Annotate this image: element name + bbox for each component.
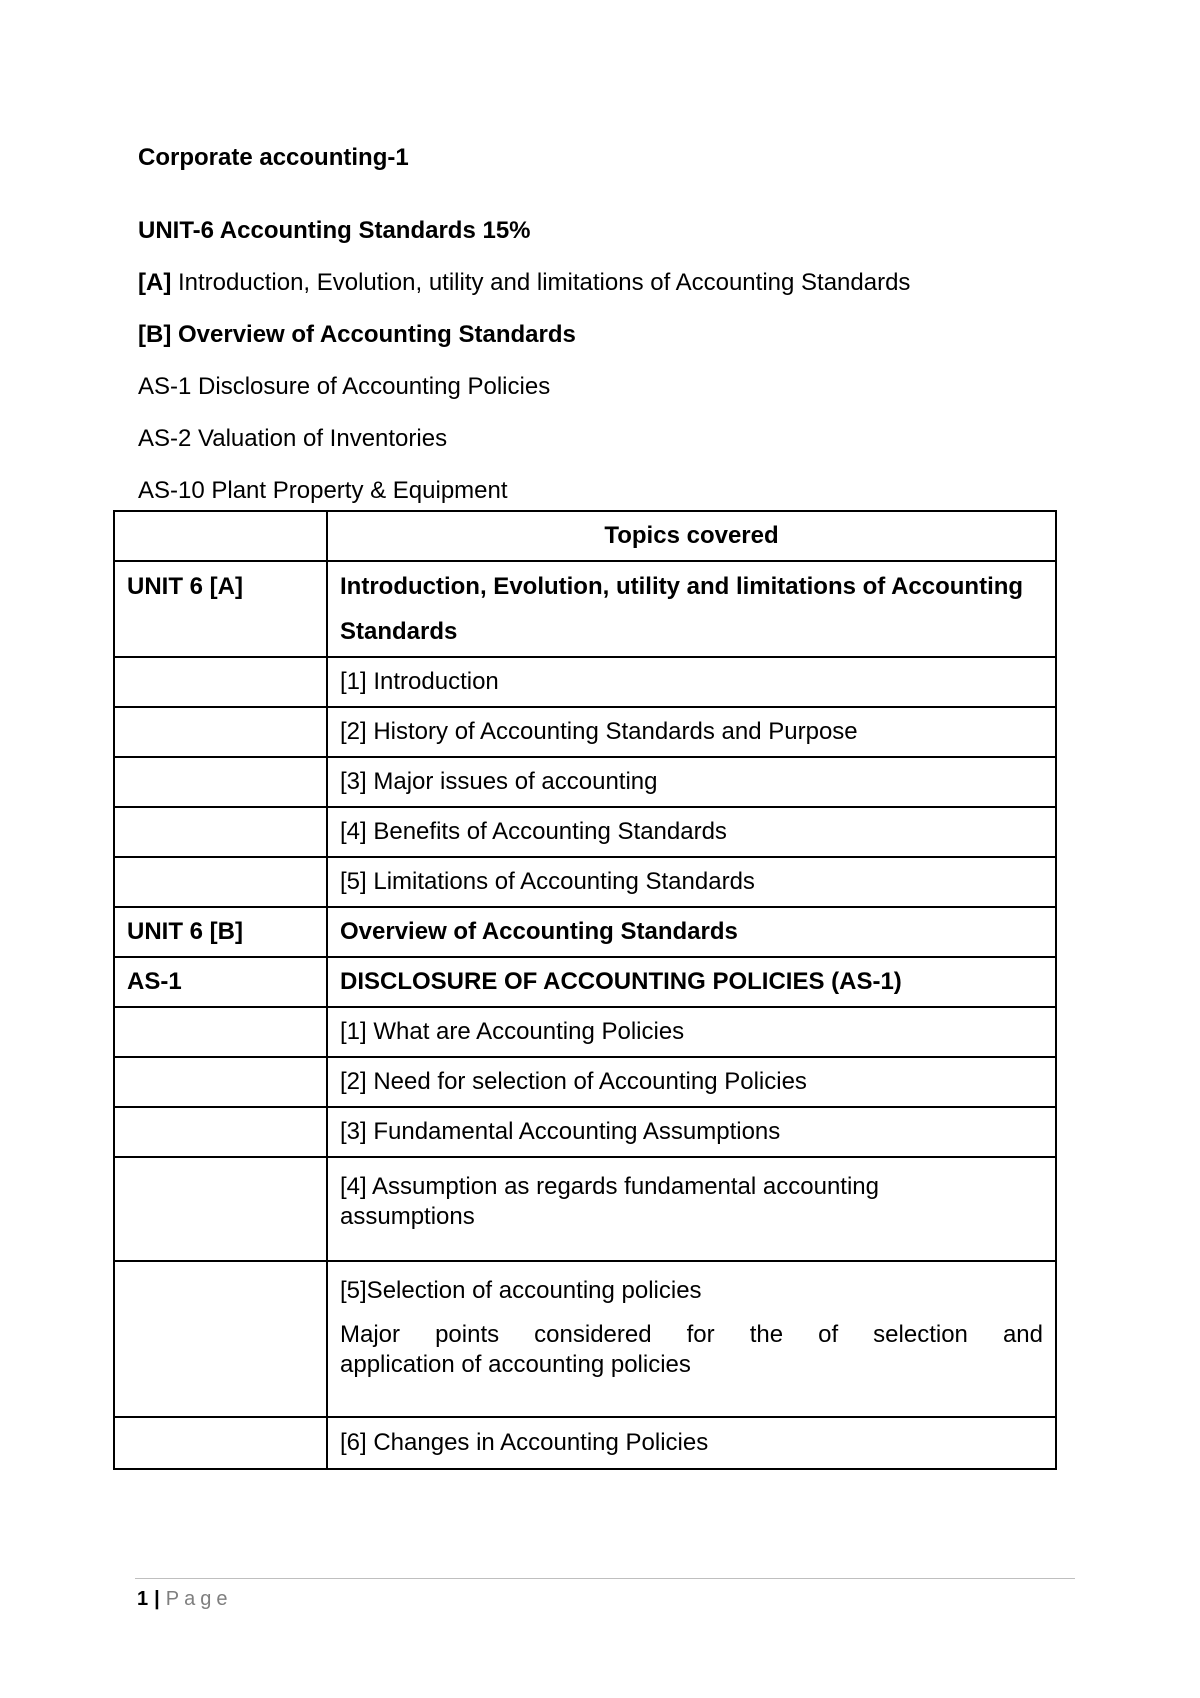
footer-divider [135,1578,1075,1579]
unit-label-cell: UNIT 6 [B] [114,907,327,957]
topic-cell: [4] Assumption as regards fundamental accounting assumptions [327,1157,1056,1261]
table-row [114,757,1056,807]
table-row [114,657,1056,707]
topic-note-line: Major points considered for the of selection and [340,1321,1043,1348]
standard-as10: AS-10 Plant Property & Equipment [138,477,508,504]
unit-label-cell [114,757,327,807]
header-topics-covered: Topics covered [327,511,1056,561]
page-number: 1 [137,1588,149,1610]
table-row [114,1007,1056,1057]
unit-label-cell: AS-1 [114,957,327,1007]
topic-note-line: application of accounting policies [340,1351,691,1378]
topic-cell: Overview of Accounting Standards [327,907,1056,957]
topic-cell: [3] Fundamental Accounting Assumptions [327,1107,1056,1157]
section-a-line [138,268,910,298]
topic-cell: [3] Major issues of accounting [327,757,1056,807]
page-label: Page [165,1588,233,1610]
header-cell-empty [114,511,327,561]
topic-text: [5]Selection of accounting policies [340,1277,702,1304]
topic-cell: DISCLOSURE OF ACCOUNTING POLICIES (AS-1) [327,957,1056,1007]
unit-label-cell [114,1157,327,1261]
table-row [114,807,1056,857]
unit-label-cell [114,707,327,757]
topic-cell: [5] Limitations of Accounting Standards [327,857,1056,907]
unit-label-cell [114,657,327,707]
unit-label-cell [114,1261,327,1417]
unit-label-cell [114,1007,327,1057]
table-row [114,907,1056,957]
topic-cell: [1] What are Accounting Policies [327,1007,1056,1057]
topic-cell: [4] Benefits of Accounting Standards [327,807,1056,857]
table-row [114,857,1056,907]
topic-cell-multi [327,1261,1056,1417]
table-row [114,1057,1056,1107]
topic-cell: [2] Need for selection of Accounting Policies [327,1057,1056,1107]
unit-label-cell [114,857,327,907]
topic-cell: [2] History of Accounting Standards and Purpose [327,707,1056,757]
table-row [114,957,1056,1007]
unit-label-cell [114,1107,327,1157]
section-a-label: [A] [138,269,172,296]
unit-label-cell [114,1057,327,1107]
topics-table [113,510,1057,1470]
table-row [114,707,1056,757]
unit-label-cell: UNIT 6 [A] [114,561,327,657]
table-row [114,1157,1056,1261]
footer-separator: | [154,1588,160,1610]
unit-label-cell [114,1417,327,1469]
standard-as1: AS-1 Disclosure of Accounting Policies [138,373,551,400]
table-row [114,1107,1056,1157]
topic-cell: [6] Changes in Accounting Policies [327,1417,1056,1469]
unit-label-cell [114,807,327,857]
topic-cell: [1] Introduction [327,657,1056,707]
unit-heading: UNIT-6 Accounting Standards 15% [138,217,531,244]
table-header-row [114,511,1056,561]
document-title: Corporate accounting-1 [138,144,409,171]
table-row [114,561,1056,657]
section-a-text: Introduction, Evolution, utility and limitations of Accounting Standards [171,269,911,296]
table-row [114,1261,1056,1417]
table-row [114,1417,1056,1469]
topic-cell: Introduction, Evolution, utility and limitations of Accounting Standards [327,561,1056,657]
standard-as2: AS-2 Valuation of Inventories [138,425,448,452]
section-b-heading: [B] Overview of Accounting Standards [138,321,576,348]
page-footer [137,1586,232,1612]
